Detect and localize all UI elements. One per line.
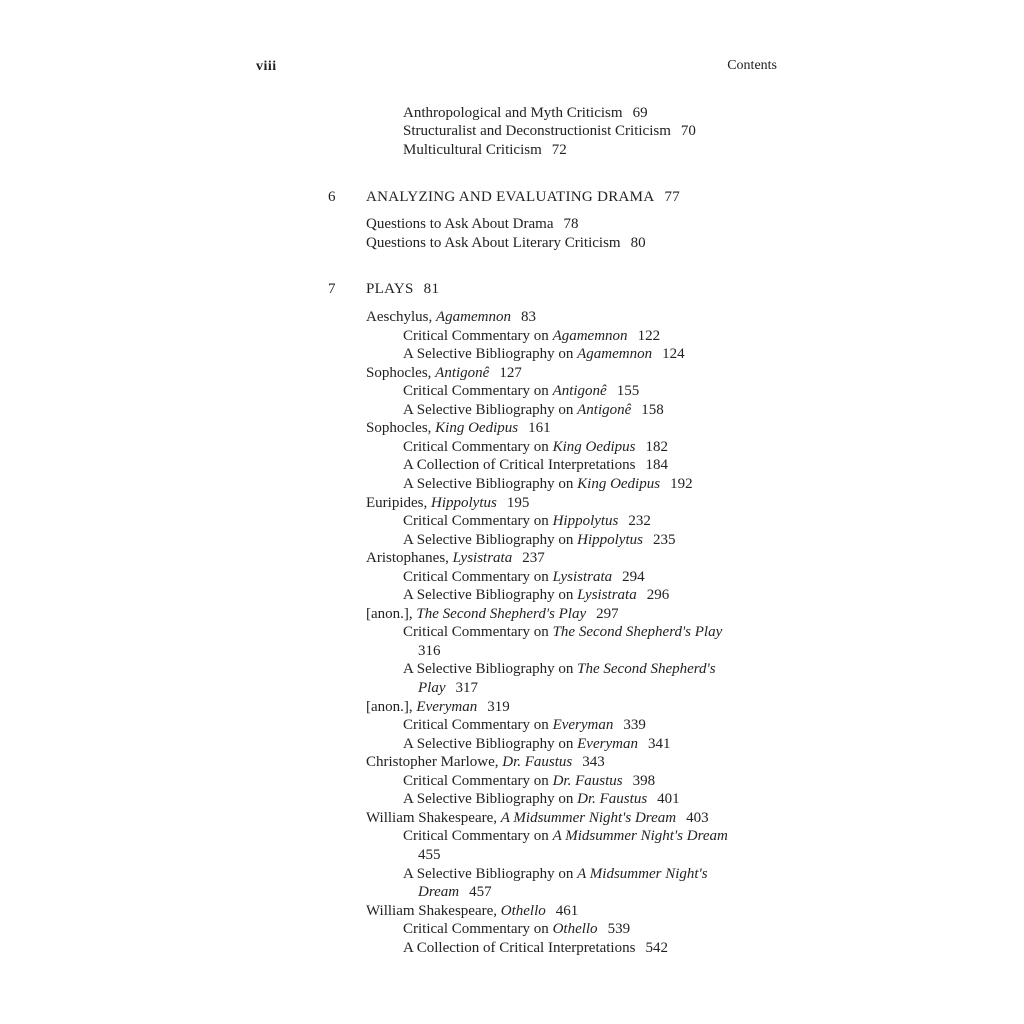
entry-title: Antigonê xyxy=(552,383,607,400)
entry-text: A Selective Bibliography on xyxy=(403,661,574,678)
entry-title: King Oedipus xyxy=(435,420,519,437)
entry-page: 161 xyxy=(528,420,551,437)
toc-entry xyxy=(403,345,685,363)
toc-entry xyxy=(403,475,693,493)
entry-text: A Selective Bibliography on xyxy=(403,587,574,604)
entry-title: Hippolytus xyxy=(431,494,497,511)
toc-entry xyxy=(366,419,551,437)
toc-entry xyxy=(403,865,708,883)
entry-title: Dr. Faustus xyxy=(552,772,623,789)
entry-author: Sophocles, xyxy=(366,364,432,381)
entry-page: 195 xyxy=(506,494,530,511)
chapter-number: 6 xyxy=(328,189,336,205)
entry-author: William Shakespeare, xyxy=(366,902,498,919)
entry-title: The Second Shepherd's Play xyxy=(552,624,723,641)
entry-page: 343 xyxy=(582,754,605,771)
entry-page: 341 xyxy=(647,735,671,752)
entry-text: A Selective Bibliography on xyxy=(403,735,574,752)
entry-text: Critical Commentary on xyxy=(403,327,549,344)
entry-page: 339 xyxy=(623,717,646,734)
entry-title: The Second Shepherd's Play xyxy=(416,605,587,622)
toc-entry xyxy=(366,605,619,623)
toc-entry xyxy=(418,846,441,864)
toc-entry xyxy=(366,698,510,716)
entry-author: Christopher Marlowe, xyxy=(366,754,499,771)
toc-entry xyxy=(403,790,680,808)
toc-entry xyxy=(403,327,660,345)
entry-page: 296 xyxy=(646,587,670,604)
toc-entry xyxy=(403,827,728,845)
toc-entry xyxy=(403,568,645,586)
entry-page: 127 xyxy=(499,364,522,381)
entry-author: [anon.], xyxy=(366,605,413,622)
entry-text: Critical Commentary on xyxy=(403,624,549,641)
entry-title: Lysistrata xyxy=(552,568,613,585)
entry-page: 401 xyxy=(657,791,680,808)
entry-page: 232 xyxy=(628,513,651,530)
entry-page: 192 xyxy=(670,475,693,492)
toc-entry xyxy=(403,438,668,456)
entry-author: William Shakespeare, xyxy=(366,809,498,826)
entry-title: Dr. Faustus xyxy=(502,754,573,771)
toc-entry xyxy=(403,716,646,734)
entry-text: Critical Commentary on xyxy=(403,383,549,400)
entry-page: 124 xyxy=(662,346,685,363)
entry-page: 294 xyxy=(622,568,645,585)
toc-entry xyxy=(403,735,670,753)
toc-entry xyxy=(403,623,722,641)
entry-page: 403 xyxy=(686,809,709,826)
entry-title: Dr. Faustus xyxy=(577,791,648,808)
toc-entry xyxy=(366,308,536,326)
toc-entry xyxy=(403,660,716,678)
entry-text: A Selective Bibliography on xyxy=(403,791,574,808)
entry-title: Othello xyxy=(552,921,598,938)
entry-page: 316 xyxy=(418,642,441,659)
entry-text: A Selective Bibliography on xyxy=(403,346,574,363)
entry-text: Critical Commentary on xyxy=(403,513,549,530)
entry-title: Hippolytus xyxy=(552,513,619,530)
toc-entry xyxy=(403,920,630,938)
toc-entry xyxy=(366,902,578,920)
entry-page: 539 xyxy=(607,921,631,938)
entry-title: A Midsummer Night's Dream xyxy=(552,828,728,845)
entry-author: Sophocles, xyxy=(366,420,432,437)
toc-entry xyxy=(418,679,478,697)
toc-entry xyxy=(366,549,545,567)
toc-entry xyxy=(366,809,709,827)
entry-title: Lysistrata xyxy=(577,587,637,604)
entry-page: 184 xyxy=(645,457,668,474)
toc-entry xyxy=(366,494,529,512)
entry-title: King Oedipus xyxy=(577,475,661,492)
entry-title: A Midsummer Night's xyxy=(577,865,708,882)
toc-entry: Anthropological and Myth Criticism 69 xyxy=(403,105,648,121)
entry-author: Aeschylus, xyxy=(366,309,433,325)
entry-title: Lysistrata xyxy=(452,550,513,567)
entry-page: 461 xyxy=(555,902,579,919)
entry-title: Hippolytus xyxy=(577,531,643,548)
chapter-number: 7 xyxy=(328,281,336,297)
entry-title: Agamemnon xyxy=(577,346,653,363)
entry-text: Critical Commentary on xyxy=(403,717,549,734)
toc-entry xyxy=(366,753,605,771)
entry-title: Everyman xyxy=(577,735,638,752)
toc-entry xyxy=(403,939,668,957)
toc-entry xyxy=(403,586,669,604)
entry-title: Agamemnon xyxy=(552,327,628,344)
entry-title: Everyman xyxy=(416,698,478,715)
entry-author: [anon.], xyxy=(366,698,413,715)
entry-page: 319 xyxy=(487,698,510,715)
entry-page: 237 xyxy=(522,550,545,567)
entry-page: 297 xyxy=(596,605,619,622)
entry-page: 455 xyxy=(418,846,441,863)
toc-entry: Questions to Ask About Drama 78 xyxy=(366,216,579,232)
entry-title: A Midsummer Night's Dream xyxy=(500,809,677,826)
chapter-heading: PLAYS 81 xyxy=(366,281,440,297)
entry-text: A Collection of Critical Interpretations xyxy=(403,939,636,956)
entry-text: Critical Commentary on xyxy=(403,772,549,789)
entry-title: The Second Shepherd's xyxy=(577,661,716,678)
toc-entry xyxy=(403,456,668,474)
entry-text: Critical Commentary on xyxy=(403,921,549,938)
toc-entry xyxy=(366,364,522,382)
toc-entry: Structuralist and Deconstructionist Criticism 70 xyxy=(403,123,696,139)
entry-text: A Selective Bibliography on xyxy=(403,865,574,882)
toc-entry xyxy=(403,401,664,419)
entry-page: 158 xyxy=(641,401,664,418)
toc-entry xyxy=(403,772,655,790)
toc-entry xyxy=(418,883,492,901)
entry-title: Antigonê xyxy=(577,401,632,418)
entry-title: Antigonê xyxy=(435,364,490,381)
entry-title: Dream xyxy=(418,884,460,901)
entry-text: Critical Commentary on xyxy=(403,568,549,585)
entry-text: Critical Commentary on xyxy=(403,828,549,845)
entry-author: Aristophanes, xyxy=(366,550,449,567)
chapter-heading: ANALYZING AND EVALUATING DRAMA 77 xyxy=(366,189,681,205)
entry-text: A Selective Bibliography on xyxy=(403,401,574,418)
entry-text: Critical Commentary on xyxy=(403,438,549,455)
entry-text: A Collection of Critical Interpretations xyxy=(403,457,636,474)
entry-page: 155 xyxy=(616,383,640,400)
entry-title: Agamemnon xyxy=(436,309,511,325)
entry-page: 542 xyxy=(645,939,668,956)
toc-entry xyxy=(418,642,441,660)
toc-entry xyxy=(403,382,639,400)
entry-page: 457 xyxy=(469,884,492,901)
entry-page: 317 xyxy=(455,680,478,696)
toc-entry xyxy=(403,512,651,530)
entry-title: Everyman xyxy=(552,717,614,734)
entry-title: Play xyxy=(418,680,446,696)
entry-page: 182 xyxy=(645,438,668,455)
entry-page: 83 xyxy=(521,309,536,325)
running-head: Contents xyxy=(727,58,777,73)
toc-entry xyxy=(403,531,675,549)
entry-page: 122 xyxy=(637,327,661,344)
entry-title: Othello xyxy=(500,902,546,919)
toc-entry: Multicultural Criticism 72 xyxy=(403,142,567,158)
entry-author: Euripides, xyxy=(366,494,428,511)
page-number: viii xyxy=(256,59,277,74)
entry-page: 235 xyxy=(652,531,676,548)
entry-text: A Selective Bibliography on xyxy=(403,475,574,492)
entry-page: 398 xyxy=(632,772,656,789)
toc-entry: Questions to Ask About Literary Criticism 80 xyxy=(366,235,646,251)
entry-text: A Selective Bibliography on xyxy=(403,531,574,548)
entry-title: King Oedipus xyxy=(552,438,636,455)
